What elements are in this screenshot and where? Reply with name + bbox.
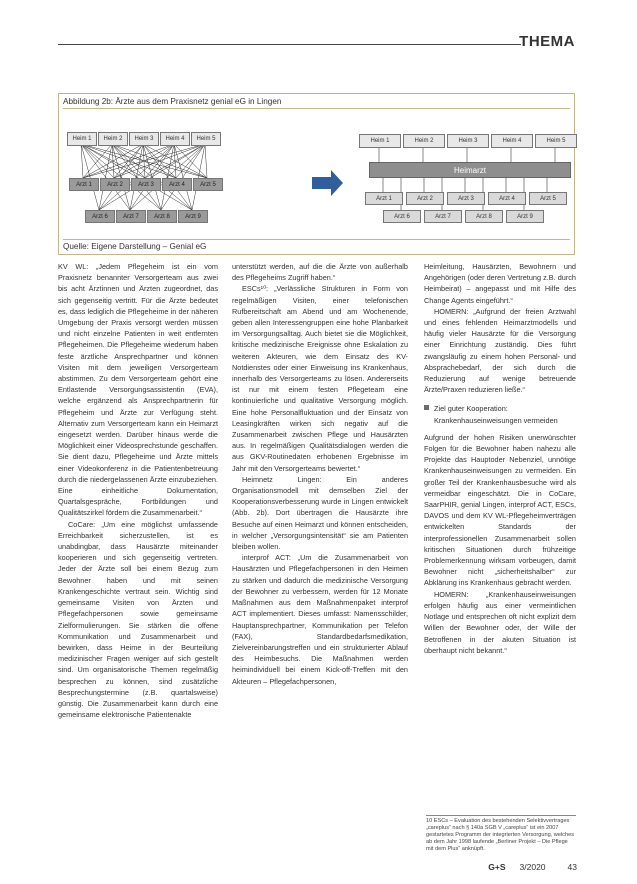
- page-number: 43: [567, 862, 577, 872]
- left-doctor-box: Arzt 4: [162, 178, 192, 191]
- left-doctor-box: Arzt 7: [116, 210, 146, 223]
- left-doctor-box: Arzt 1: [69, 178, 99, 191]
- right-home-box: Heim 3: [447, 134, 489, 148]
- left-home-box: Heim 5: [191, 132, 221, 146]
- connection-line: [81, 144, 83, 178]
- text-column-3: [424, 261, 576, 656]
- text-column-1: [58, 261, 218, 720]
- left-home-box: Heim 2: [98, 132, 128, 146]
- right-doctor-box: Arzt 6: [383, 210, 421, 223]
- footnote: 10 ESCs – Evaluation des bestehenden Selektivvertrages „careplus“ nach § 140a SGB V „careplus“ ist ein 2007 gestartetes Programm der integrierten Versorgung, welches ab dem Jahr 1998 laufende „Berliner Projekt – Die Pflege mit dem Plus“ anknüpft.: [426, 815, 576, 853]
- issue-number: 3/2020: [519, 862, 546, 872]
- right-home-box: Heim 5: [535, 134, 577, 148]
- left-doctor-box: Arzt 5: [193, 178, 223, 191]
- paragraph: HOMERN: „Aufgrund der freien Arztwahl und eines fehlenden Heimarztmodells und häufig vieler Hausärzte für die Versorgung einer Einrichtung zuständig. Dies führt zwangsläufig zu einem hohen Personal- und Absprachebedarf, der sich durch die Reduzierung auf wenige betreuende Ärzte/Praxen reduzieren ließe.“: [424, 306, 576, 395]
- left-doctor-box: Arzt 8: [147, 210, 177, 223]
- connection-line: [114, 144, 205, 178]
- right-doctor-box: Arzt 1: [365, 192, 403, 205]
- page-footer: [488, 862, 577, 872]
- square-bullet-icon: [424, 405, 429, 410]
- right-home-box: Heim 4: [491, 134, 533, 148]
- right-doctor-box: Arzt 5: [529, 192, 567, 205]
- right-doctor-box: Arzt 8: [465, 210, 503, 223]
- right-doctor-box: Arzt 2: [406, 192, 444, 205]
- paragraph: HOMERN: „Krankenhauseinweisungen erfolgen häufig aus einer vermeintlichen Notlage und entsprechen oft nicht explizit dem Willen der Bewohner oder, der Wille der Betroffenen in der akuten Situation ist überhaupt nicht bekannt.“: [424, 589, 576, 655]
- right-doctor-box: Arzt 3: [447, 192, 485, 205]
- arrow-icon: [312, 170, 343, 196]
- paragraph: Aufgrund der hohen Risiken unerwünschter Folgen für die Bewohner haben nahezu alle Projekte das Hauptoder Nebenziel, unnötige Krankenhauseinweisungen zu vermeiden. Ein großer Teil der Krankenhausbesuche wird als vermeidbar eingeschätzt. Die in CoCare, SaarPHIR, genial Lingen, interprof ACT, ESCs, DAVOS und dem KV WL-Pflegeheimverträgen entwickelten Standards der interprofessionellen Zusammenarbeit sollen kritischen Situationen durch frühzeitige Problemerkennung wirksam vorbeugen, damit Bewohner nicht „sicherheitshalber“ zur Abklärung ins Krankenhaus gebracht werden.: [424, 432, 576, 588]
- right-home-box: Heim 1: [359, 134, 401, 148]
- right-doctor-box: Arzt 9: [506, 210, 544, 223]
- section-heading: Ziel guter Kooperation: Krankenhauseinweisungen vermeiden: [424, 403, 576, 425]
- left-doctor-box: Arzt 6: [85, 210, 115, 223]
- paragraph: KV WL: „Jedem Pflegeheim ist ein vom Praxisnetz benannter Versorgerteam aus zwei bis acht Ärztinnen und Ärzten zugeordnet, das sich gegenseitig vertritt. Für die Ärzte bedeutet es, dass lediglich die Pflegeheime in der näheren Umgebung der Praxis versorgt werden müssen und nicht einzelne Patienten in weit entfernten Pflegeheimen. Die Pflegeheime wiederum haben feste ärztliche Ansprechpartner und können Visiten mit dem jeweiligen Versorgerteam abstimmen. Zu dem Versorgerteam gehört eine Entlastende Versorgungsassistentin (EVA), welche ergänzend als Ansprechpartnerin für Pflegeheim und Ärzte zur Verfügung steht. Alternativ zum Versorgerteam kann ein Heimarzt eingesetzt werden. Darüber hinaus werde die Möglichkeit einer Videosprechstunde geschaffen. Sie dient dazu, Pflegeheime und Ärzte mittels einer Videokonferenz in die Patientenbetreuung durch die niedergelassenen Ärzte einzubeziehen. Eine einheitliche Dokumentation, Quartalsgespräche, Fortbildungen und Qualitätszirkel fördern die Zusammenarbeit.“: [58, 262, 218, 518]
- right-doctor-box: Arzt 4: [488, 192, 526, 205]
- left-doctor-box: Arzt 3: [131, 178, 161, 191]
- left-doctor-box: Arzt 2: [100, 178, 130, 191]
- paragraph: Heimnetz Lingen: Ein anderes Organisationsmodell mit demselben Ziel der Kooperationsverbesserung wurde in Lingen entwickelt (Abb. 2b). Dort übertragen die Hausärzte ihre Besuche auf einen Heimarzt und können entscheiden, in welcher „Versorgungsintensität“ sie am Patienten bleiben wollen.: [232, 474, 408, 552]
- paragraph: Heimleitung, Hausärzten, Bewohnern und Angehörigen (oder deren Vertretung z.B. durch Heimbeirat) – angepasst und mit Hilfe des Change Agents eingeführt.“: [424, 262, 576, 305]
- left-home-box: Heim 4: [160, 132, 190, 146]
- header-rule: [58, 44, 521, 45]
- connection-line: [176, 144, 205, 178]
- left-home-box: Heim 1: [67, 132, 97, 146]
- connection-line: [83, 144, 143, 178]
- figure-box: [58, 93, 575, 255]
- heimarzt-hub: Heimarzt: [369, 162, 571, 178]
- section-title: THEMA: [519, 33, 575, 50]
- text-column-2: [232, 261, 408, 687]
- paragraph: interprof ACT: „Um die Zusammenarbeit von Hausärzten und Pflegefachpersonen in den Heimen zu stärken und dadurch die medizinische Versorgung der Bewohner zu verbessern, werden für 12 Monate Maßnahmen aus dem Maßnahmenpaket interprof ACT implementiert. Dieses umfasst: Namensschilder, Hauptansprechpartner, Kommunikation per Telefon (FAX), Standardbedarfsmedikation, Zielvereinbarungstreffen und ein strukturierter Ablauf des Heimbesuchs. Die Maßnahmen werden heimindividuell bei einem Kick-off-Treffen mit den Akteuren – Pflegefachpersonen,: [232, 553, 408, 686]
- connection-line: [205, 144, 207, 178]
- journal-brand: G+S: [488, 862, 506, 872]
- right-home-box: Heim 2: [403, 134, 445, 148]
- connection-line: [145, 144, 205, 178]
- paragraph: ESCs¹⁰: „Verlässliche Strukturen in Form von regelmäßigen Visiten, einer telefonischen Rufbereitschaft am Abend und am Wochenende, geben allen Interessengruppen eine hohe Planbarkeit im Versorgungsalltag. Auch bietet sie die Möglichkeit, kritische medizinische Ereignisse ohne Eskalation zu weiteren Akteuren, wie dem Einsatz des KV-Notdienstes oder einer Einweisung ins Krankenhaus, innerhalb des Versorgerteams zu lösen. Andererseits ist nur mit einem festen Pflegeteam eine kontinuierliche und qualitative Versorgung möglich. Eine hohe Personalfluktuation und der Einsatz von Leasingkräften wirken sich negativ auf die Zusammenarbeit zwischen Pflege und Hausärzten aus. In regelmäßigen Qualitätsdialogen werden die aus GKV-Routinedaten erhobenen Ergebnisse im Jahr mit den Versorgerteams bewertet.“: [232, 284, 408, 473]
- right-doctor-box: Arzt 7: [424, 210, 462, 223]
- left-home-box: Heim 3: [129, 132, 159, 146]
- paragraph: unterstützt werden, auf die die Ärzte von außerhalb des Pflegeheims Zugriff haben.“: [232, 262, 408, 283]
- figure-caption: Abbildung 2b: Ärzte aus dem Praxisnetz genial eG in Lingen: [63, 97, 282, 106]
- connection-line: [83, 144, 174, 178]
- figure-source: Quelle: Eigene Darstellung – Genial eG: [63, 242, 207, 251]
- paragraph: CoCare: „Um eine möglichst umfassende Erreichbarkeit sicherzustellen, ist es unabdingbar, dass Hausärzte miteinander kooperieren und sich gegenseitig vertreten. Jeder der Ärzte soll bei einem Bezug zum Bewohner haben und mit seinen Krankengeschichte vertraut sein. Wichtig sind gemeinsame Visiten von Ärzten und Pflegefachpersonen sowie gemeinsame Zielformulierungen. Sie stärken die offene Kommunikation und Zusammenarbeit und bewirken, dass Heime in der Beurteilung medizinischer Fragen weniger auf sich gestellt sind. Um organisatorische Themen regelmäßig besprechen zu können, sind zusätzliche Besprechungstermine (z.B. quartalsweise) günstig. Die Zusammenarbeit kann durch eine gemeinsame elektronische Patientenakte: [58, 519, 218, 720]
- left-doctor-box: Arzt 9: [178, 210, 208, 223]
